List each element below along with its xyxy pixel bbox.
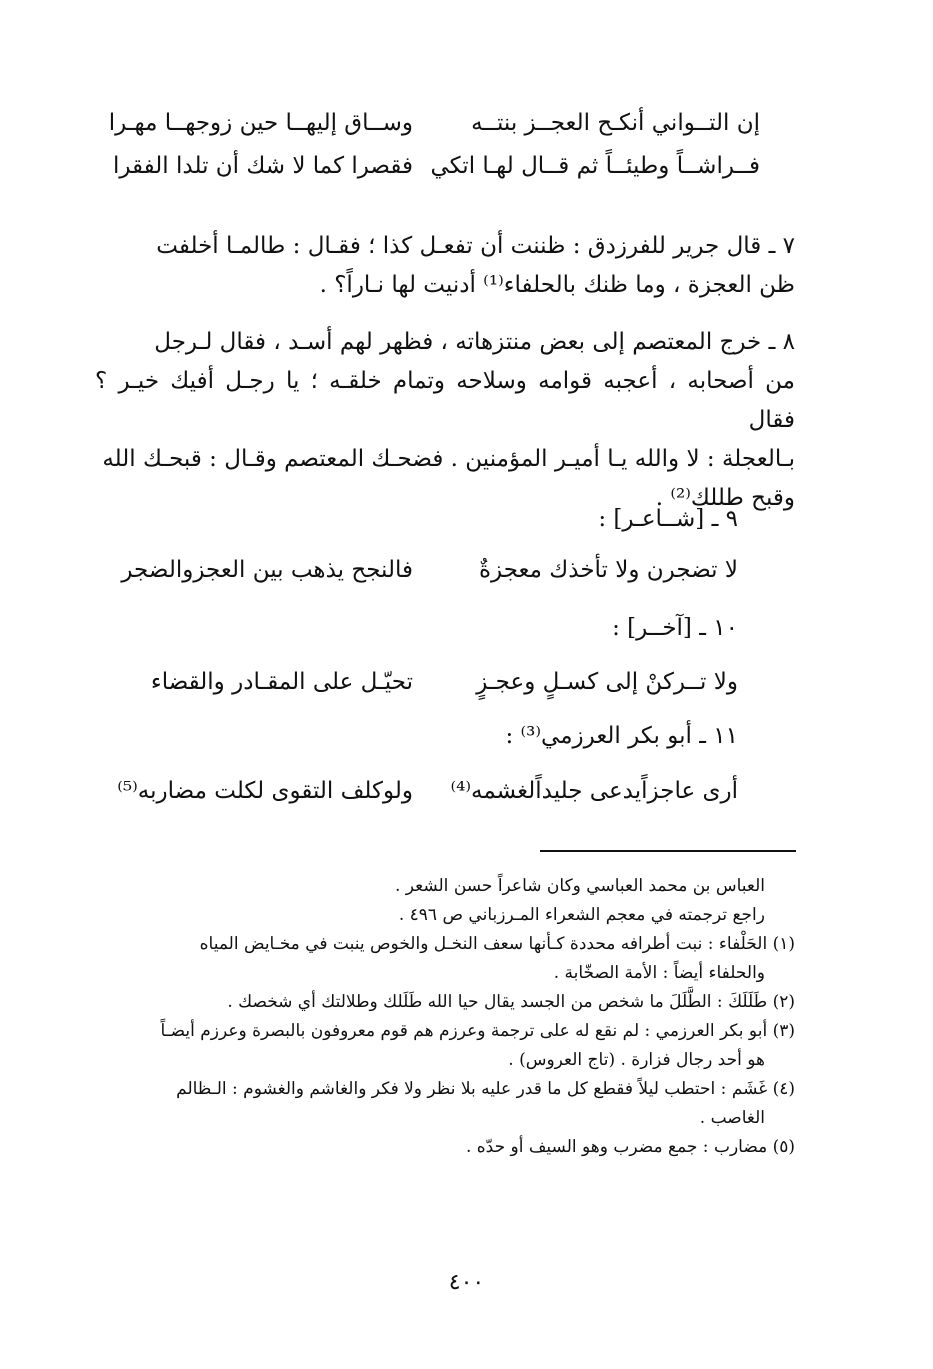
item-11-second-hemistich: ولوكلف التقوى لكلت مضاربه⁽⁵⁾ — [117, 778, 413, 804]
footnote-continuation-line: راجع ترجمته في معجم الشعراء المـرزباني ص ٤٩٦ . — [398, 905, 765, 925]
verse-1-first-hemistich: إن التــواني أنكـح العجــز بنتــه — [471, 110, 760, 136]
footnote-continuation-line: العباس بن محمد العباسي وكان شاعراً حسن الشعر . — [394, 876, 765, 896]
item-10-heading: ١٠ ـ [آخــر] : — [612, 615, 738, 641]
paragraph-line: من أصحابه ، أعجبه قوامه وسلاحه وتمام خلقـه ؛ يا رجـل أفيك خيـر ؟ فقال — [95, 368, 795, 433]
item-9-second-hemistich: فالنجح يذهب بين العجزوالضجر — [121, 557, 413, 583]
footnote-5: (٥) مضارب : جمع مضرب وهو السيف أو حدّه . — [465, 1137, 795, 1157]
item-10-first-hemistich: ولا تــركنْ إلى كسـلٍ وعجـزٍ — [476, 669, 738, 695]
footnote-separator — [540, 850, 796, 852]
item-10-second-hemistich: تحيّـل على المقـادر والقضاء — [150, 669, 413, 695]
verse-2-first-hemistich: فــراشــاً وطيئــاً ثم قــال لهـا اتكي — [430, 153, 760, 179]
footnote-2: (٢) طَلَلَكَ : الطَّلَلَ ما شخص من الجسد يقال حيا الله طَلَلك وطلالتك أي شخصك . — [227, 992, 795, 1012]
paragraph-line: ظن العجزة ، وما ظنك بالحلفاء⁽¹⁾ أدنيت لها نـاراً؟ . — [319, 272, 795, 298]
verse-1-second-hemistich: وســاق إليهــا حين زوجهــا مهـرا — [108, 110, 413, 136]
footnotes-block — [95, 872, 795, 1162]
item-9-heading: ٩ ـ [شــاعـر] : — [598, 506, 738, 532]
paragraph-item-8 — [95, 323, 795, 518]
item-11-first-hemistich: أرى عاجزاًيدعى جليداًلغشمه⁽⁴⁾ — [450, 778, 738, 804]
footnote-3-continuation: هو أحد رجال فزارة . (تاج العروس) . — [508, 1050, 765, 1070]
paragraph-line: وقبح طللك⁽²⁾ . — [655, 485, 795, 511]
item-11-heading: ١١ ـ أبو بكر العرزمي⁽³⁾ : — [505, 723, 738, 749]
page-number: ٤٠٠ — [448, 1270, 485, 1295]
footnote-4-continuation: الغاصب . — [699, 1108, 765, 1128]
paragraph-item-7 — [95, 227, 795, 305]
paragraph-line: ٧ ـ قال جرير للفرزدق : ظننت أن تفعـل كذا ؛ فقـال : طالمـا أخلفت — [156, 233, 795, 259]
footnote-1-continuation: والحلفاء أيضاً : الأمة الصخّابة . — [553, 963, 765, 983]
footnote-1: (١) الحَلْفاء : نبت أطرافه محددة كـأنها سعف النخـل والخوص ينبت في مخـايض المياه — [199, 934, 795, 954]
verse-2-second-hemistich: فقصرا كما لا شك أن تلدا الفقرا — [112, 153, 413, 179]
item-9-first-hemistich: لا تضجرن ولا تأخذك معجزةٌ — [478, 557, 738, 583]
paragraph-line: ٨ ـ خرج المعتصم إلى بعض منتزهاته ، فظهر لهم أسـد ، فقال لـرجل — [154, 329, 795, 355]
footnote-4: (٤) غَشَم : احتطب ليلاً فقطع كل ما قدر عليه بلا نظر ولا فكر والغاشم والغشوم : الـظالم — [176, 1079, 795, 1099]
paragraph-line: بـالعجلة : لا والله يـا أميـر المؤمنين . فضحـك المعتصم وقـال : قبحـك الله — [102, 446, 795, 472]
footnote-3: (٣) أبو بكر العرزمي : لم نقع له على ترجمة وعرزم هم قوم معروفون بالبصرة وعرزم أيضـاً — [160, 1021, 795, 1041]
